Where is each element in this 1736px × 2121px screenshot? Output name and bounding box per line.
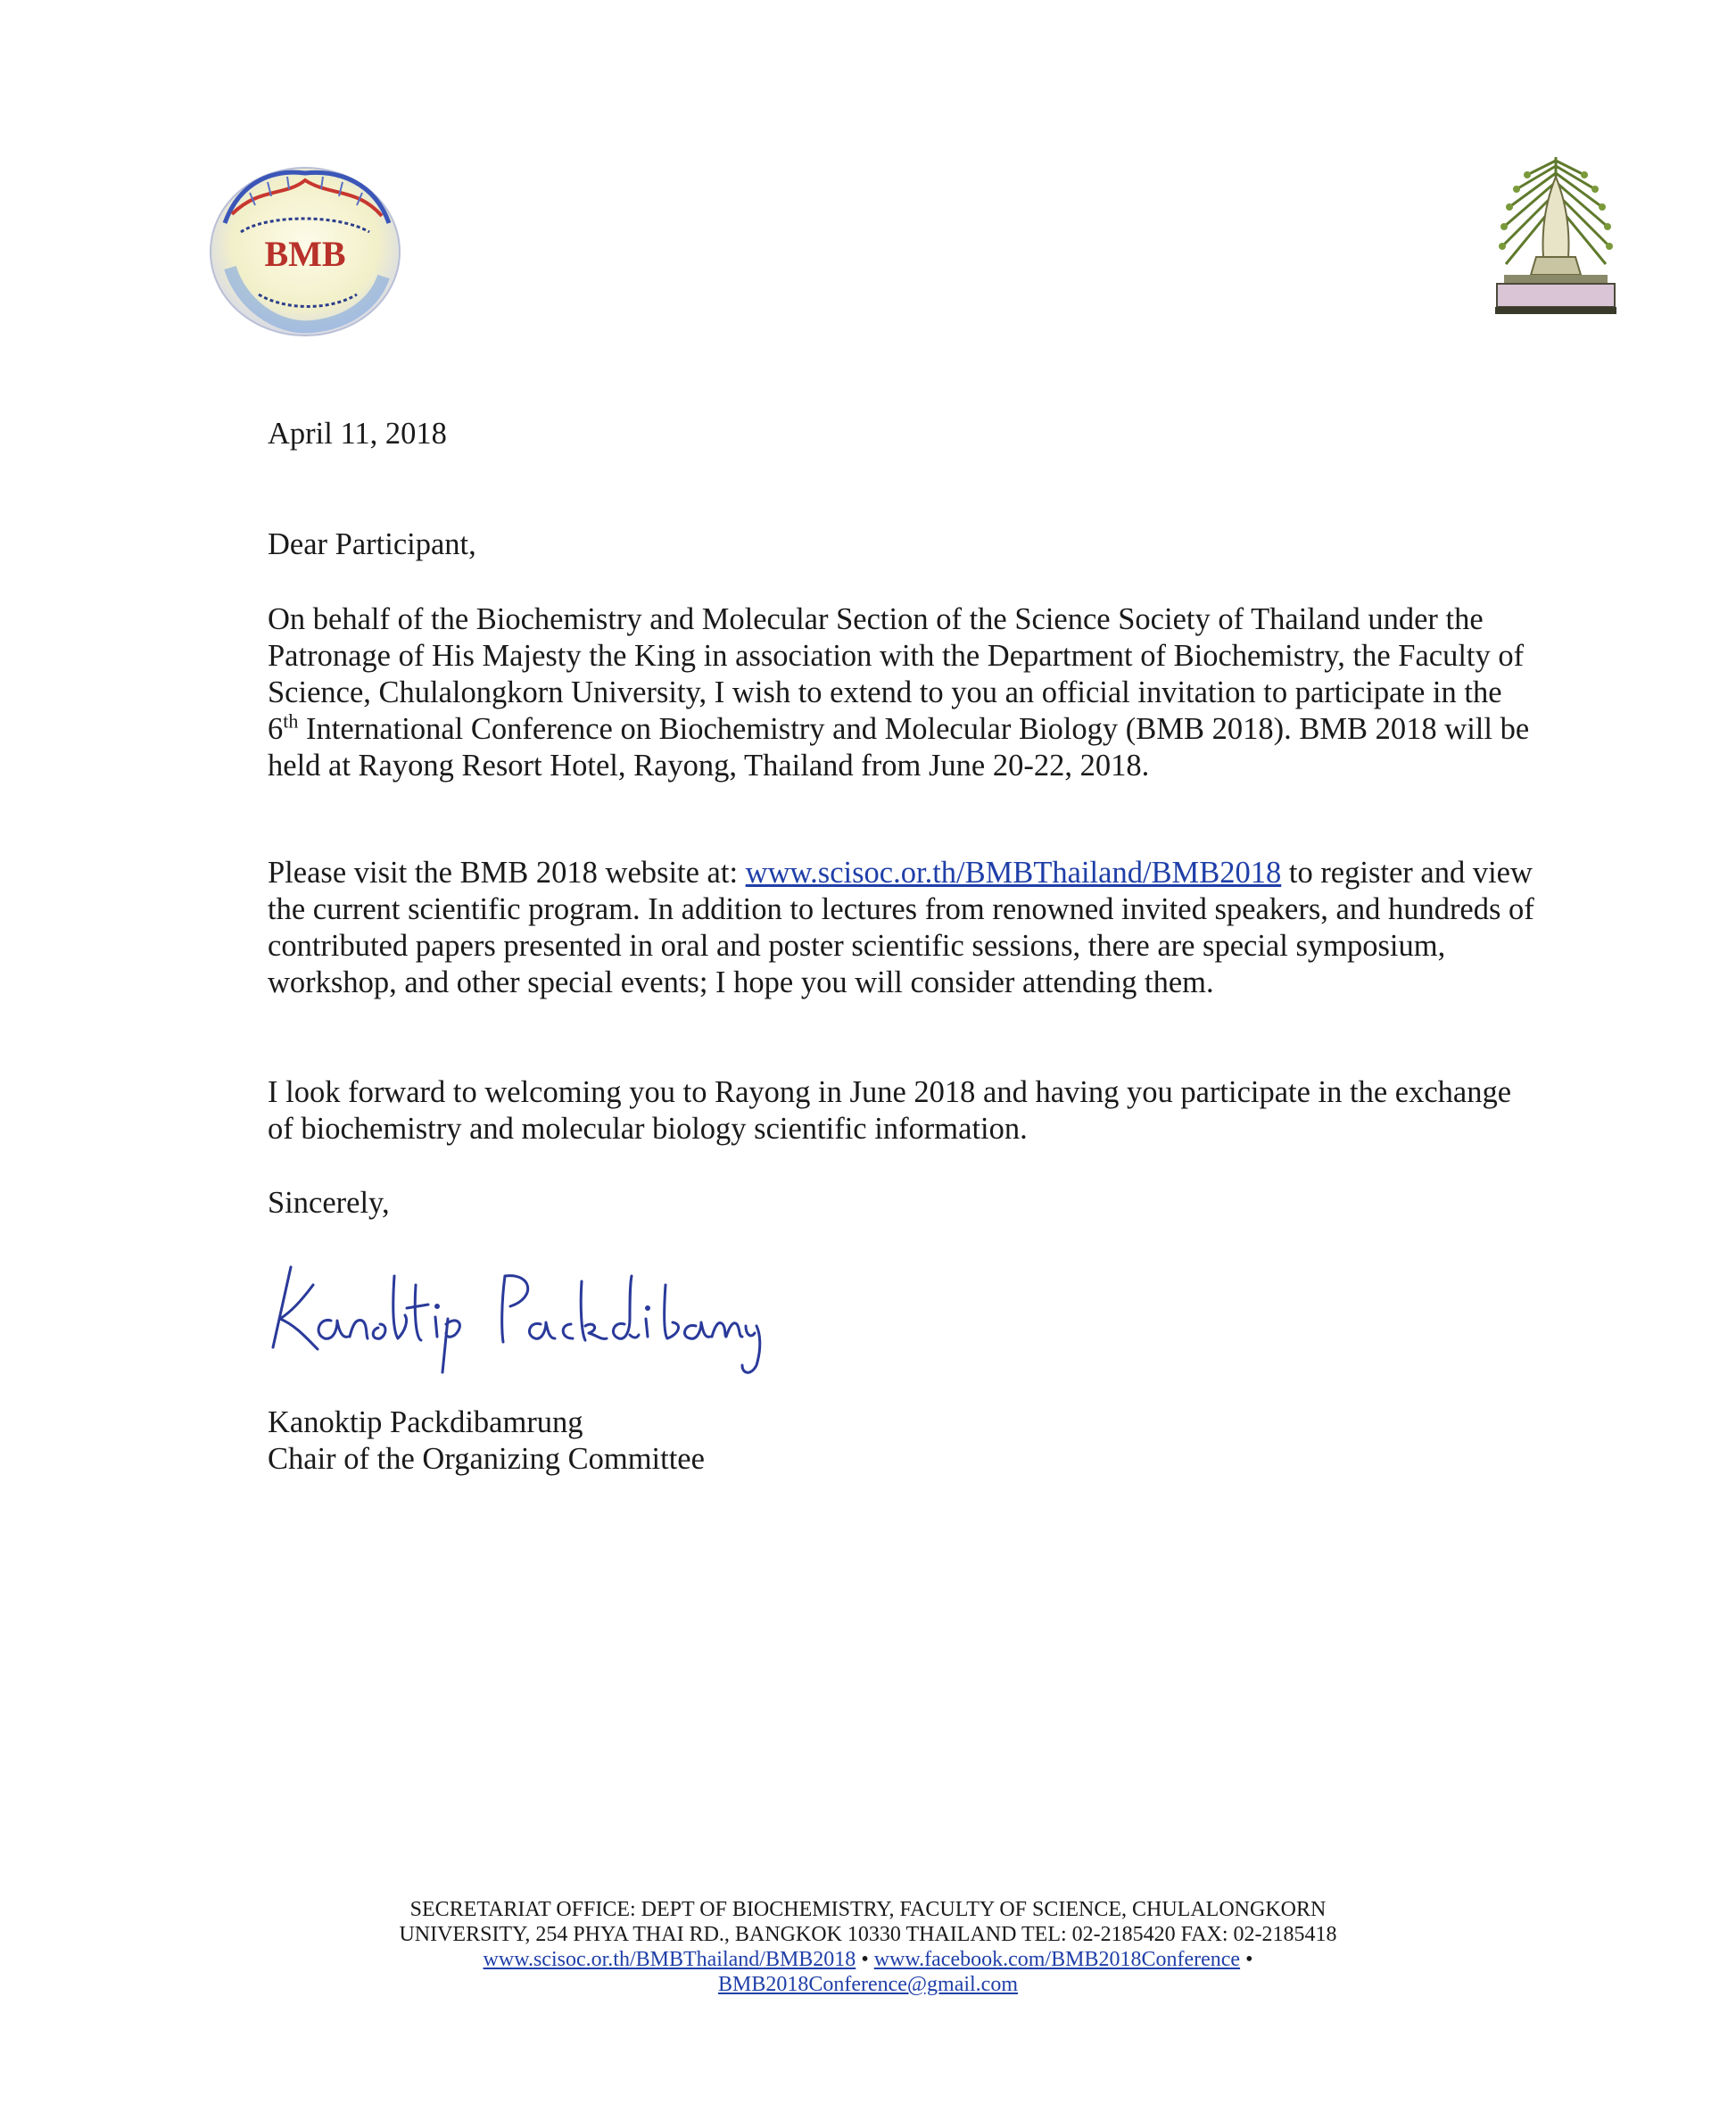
signer-block [268, 1404, 705, 1478]
bmb-society-logo [205, 161, 407, 339]
footer-separator: • [856, 1948, 874, 1971]
paragraph-website [268, 855, 1534, 1001]
bmb-logo-text: BMB [264, 234, 346, 274]
footer-separator-2: • [1240, 1948, 1253, 1971]
ordinal-superscript: th [283, 709, 299, 733]
footer-facebook-link[interactable]: www.facebook.com/BMB2018Conference [873, 1948, 1241, 1971]
paragraph-welcome: I look forward to welcoming you to Rayong in June 2018 and having you participate in the exchange of biochemistry and molecular biology scientific information. [268, 1075, 1512, 1146]
signer-name: Kanoktip Packdibamrung [268, 1405, 583, 1439]
footer-email-line [268, 1972, 1468, 1997]
footer-website-link[interactable]: www.scisoc.or.th/BMBThailand/BMB2018 [483, 1948, 856, 1971]
footer-email-link[interactable]: BMB2018Conference@gmail.com [717, 1973, 1019, 1996]
paragraph-website-text-cont: to register and view the current scientific program. In addition to lectures from renowned invited speakers, and hundreds of contributed papers presented in oral and poster scientific sessions, there are special symposium, workshop, and other special events; I hope you will consider attending them. [268, 856, 1534, 999]
chulalongkorn-emblem [1492, 150, 1620, 319]
footer-address-line-2: UNIVERSITY, 254 PHYA THAI RD., BANGKOK 10330 THAILAND TEL: 02-2185420 FAX: 02-2185418 [399, 1923, 1337, 1946]
footer-links-line [268, 1947, 1468, 1972]
conference-website-link[interactable]: www.scisoc.or.th/BMBThailand/BMB2018 [745, 856, 1282, 890]
handwritten-signature [264, 1249, 764, 1383]
paragraph-invitation-text-cont: International Conference on Biochemistry and Molecular Biology (BMB 2018). BMB 2018 will be held at Rayong Resort Hotel, Rayong, Thailand from June 20-22, 2018. [268, 712, 1530, 783]
paragraph-invitation-text: On behalf of the Biochemistry and Molecular Section of the Science Society of Thailand under the Patronage of His Majesty the King in association with the Department of Biochemistry, the Faculty of Science, Chulalongkorn University, I wish to extend to you an official invitation to participate in the 6 [268, 602, 1525, 746]
letter-date: April 11, 2018 [268, 417, 447, 451]
closing: Sincerely, [268, 1186, 390, 1220]
signer-title: Chair of the Organizing Committee [268, 1442, 705, 1476]
letterhead-footer [268, 1897, 1468, 1997]
paragraph-website-text: Please visit the BMB 2018 website at: [268, 856, 746, 890]
paragraph-invitation [268, 601, 1534, 784]
footer-address-line-1: SECRETARIAT OFFICE: DEPT OF BIOCHEMISTRY, FACULTY OF SCIENCE, CHULALONGKORN [409, 1898, 1327, 1921]
salutation: Dear Participant, [268, 527, 476, 561]
